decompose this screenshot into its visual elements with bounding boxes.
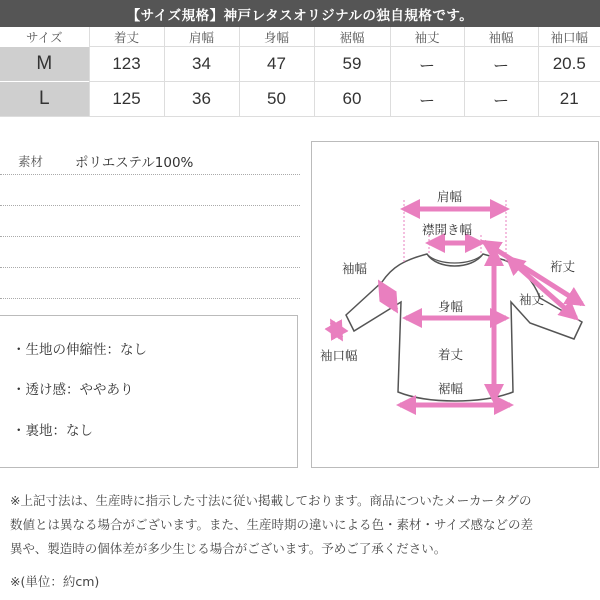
divider: [0, 298, 300, 299]
header-size: サイズ: [25, 29, 63, 45]
cell-value: 21: [538, 82, 600, 117]
table-row: [0, 82, 600, 117]
unit-note: ※(単位：約cm): [10, 574, 100, 589]
cell-value: 125: [89, 82, 164, 117]
cell-value: ー: [390, 82, 464, 117]
size-table-header: [0, 27, 600, 47]
note-line: 数値とは異なる場合がございます。また、生産時期の違いによる色・素材・サイズ感などの差: [10, 517, 534, 532]
label-yuki: 裄丈: [550, 259, 576, 274]
label-length: 着丈: [438, 347, 464, 362]
header-body-width: 身幅: [239, 27, 314, 47]
cell-value: 59: [314, 47, 390, 82]
cell-value: ー: [464, 82, 538, 117]
cell-value: 20.5: [538, 47, 600, 82]
label-body-width: 身幅: [438, 299, 464, 314]
header-hem-width: 裾幅: [314, 27, 390, 47]
property-lining: ・裏地：なし: [12, 423, 93, 439]
label-hem: 裾幅: [438, 381, 464, 396]
header-shoulder: 肩幅: [164, 27, 239, 47]
property-sheerness: ・透け感：ややあり: [12, 382, 134, 398]
garment-outline: [346, 254, 582, 401]
note-line: ※上記寸法は、生産時に指示した寸法に従い掲載しております。商品についたメーカータグの: [10, 493, 532, 508]
divider: [0, 236, 300, 237]
header-length: 着丈: [89, 27, 164, 47]
cell-value: ー: [464, 47, 538, 82]
size-spec-banner: 【サイズ規格】神戸レタスオリジナルの独自規格です。: [0, 0, 600, 27]
size-table: [0, 27, 600, 117]
measurement-diagram: [311, 141, 599, 468]
label-sleeve-length: 袖丈: [519, 292, 545, 307]
divider: [0, 205, 300, 206]
row-size-m: M: [0, 47, 89, 82]
label-cuff: 袖口幅: [320, 348, 358, 363]
property-stretch: ・生地の伸縮性：なし: [12, 342, 147, 358]
cuff-arrow: [332, 322, 341, 338]
divider: [0, 267, 300, 268]
header-sleeve-width: 袖幅: [464, 27, 538, 47]
header-cuff-width: 袖口幅: [538, 27, 600, 47]
cell-value: 34: [164, 47, 239, 82]
cell-value: 60: [314, 82, 390, 117]
material-label: 素材: [18, 154, 44, 169]
cell-value: ー: [390, 47, 464, 82]
cell-value: 36: [164, 82, 239, 117]
label-neck: 襟開き幅: [422, 222, 473, 237]
cell-value: 47: [239, 47, 314, 82]
cell-value: 123: [89, 47, 164, 82]
cell-value: 50: [239, 82, 314, 117]
fabric-properties-box: [0, 315, 298, 468]
divider: [0, 174, 300, 175]
header-sleeve-length: 袖丈: [390, 27, 464, 47]
row-size-l: L: [0, 82, 89, 117]
table-row: [0, 47, 600, 82]
disclaimer-note: [10, 489, 595, 561]
material-value: ポリエステル100%: [75, 155, 194, 171]
label-sleeve-width: 袖幅: [342, 261, 368, 276]
note-line: 異や、製造時の個体差が多少生じる場合がございます。予めご了承ください。: [10, 541, 447, 556]
label-shoulder: 肩幅: [437, 189, 463, 204]
